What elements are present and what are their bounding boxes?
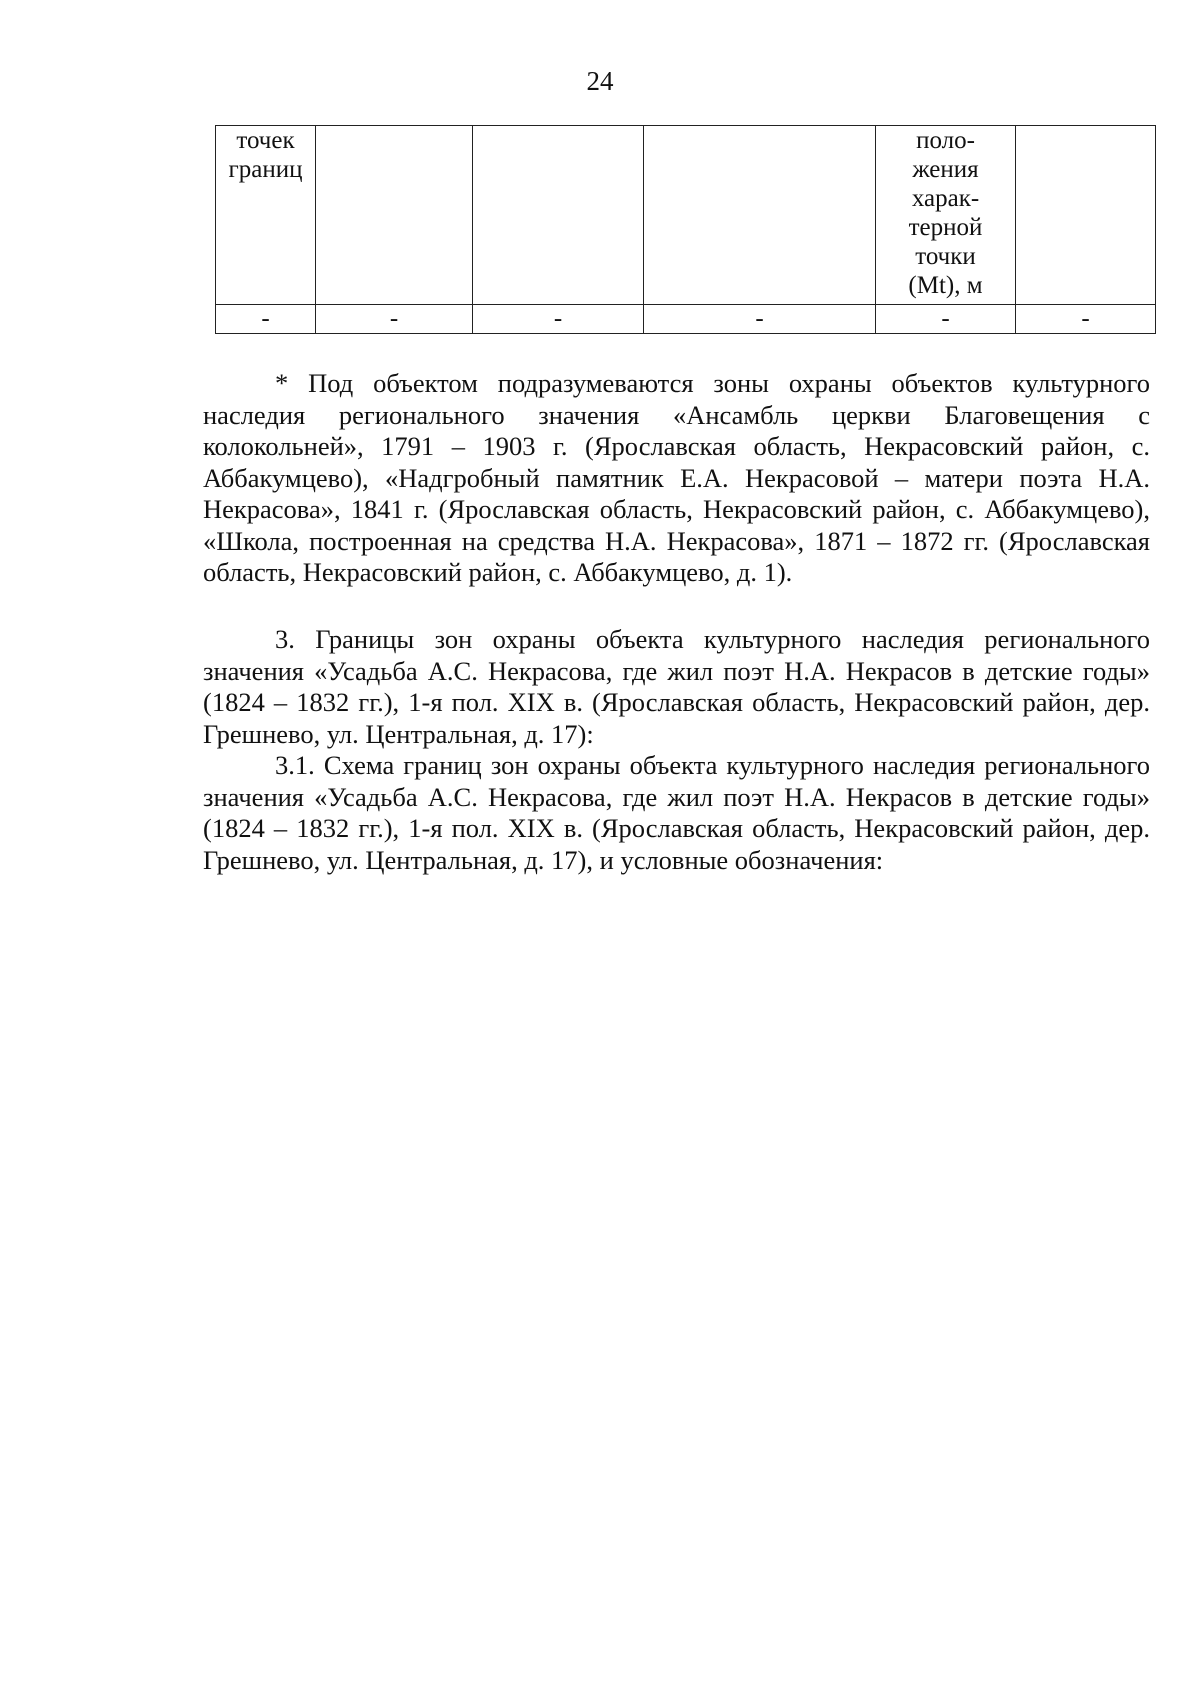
page-number: 24	[586, 66, 614, 96]
table-cell: -	[316, 305, 473, 334]
table-cell: поло- жения харак- терной точки (Mt), м	[876, 126, 1016, 305]
table-row	[216, 305, 1156, 334]
table-cell	[644, 126, 876, 305]
table-cell: -	[216, 305, 316, 334]
table-header-row	[216, 126, 1156, 305]
table-cell	[1016, 126, 1156, 305]
footnote	[203, 368, 1150, 589]
table-cell: -	[644, 305, 876, 334]
paragraph-3: 3. Границы зон охраны объекта культурного наследия регионального значения «Усадьба А.С. Некрасова, где жил поэт Н.А. Некрасов в детские годы» (1824 – 1832 гг.), 1-я пол. XIX в. (Ярославская область, Некрасовский район, дер. Грешнево, ул. Центральная, д. 17):	[203, 624, 1150, 749]
paragraph-3-1: 3.1. Схема границ зон охраны объекта культурного наследия регионального значения «Усадьба А.С. Некрасова, где жил поэт Н.А. Некрасов в детские годы» (1824 – 1832 гг.), 1-я пол. XIX в. (Ярославская область, Некрасовский район, дер. Грешнево, ул. Центральная, д. 17), и условные обозначения:	[203, 750, 1150, 875]
section-3	[203, 624, 1150, 876]
footnote-paragraph: * Под объектом подразумеваются зоны охраны объектов культурного наследия регионального значения «Ансамбль церкви Благовещения с колокольней», 1791 – 1903 г. (Ярославская область, Некрасовский район, с. Аббакумцево), «Надгробный памятник Е.А. Некрасовой – матери поэта Н.А. Некрасова», 1841 г. (Ярославская область, Некрасовский район, с. Аббакумцево), «Школа, построенная на средства Н.А. Некрасова», 1871 – 1872 гг. (Ярославская область, Некрасовский район, с. Аббакумцево, д. 1).	[203, 368, 1150, 587]
table-cell	[316, 126, 473, 305]
table-cell	[473, 126, 644, 305]
coordinates-table-fragment	[215, 125, 1156, 334]
table-cell: -	[876, 305, 1016, 334]
table-cell: -	[1016, 305, 1156, 334]
table-cell: -	[473, 305, 644, 334]
table-cell: точек границ	[216, 126, 316, 305]
